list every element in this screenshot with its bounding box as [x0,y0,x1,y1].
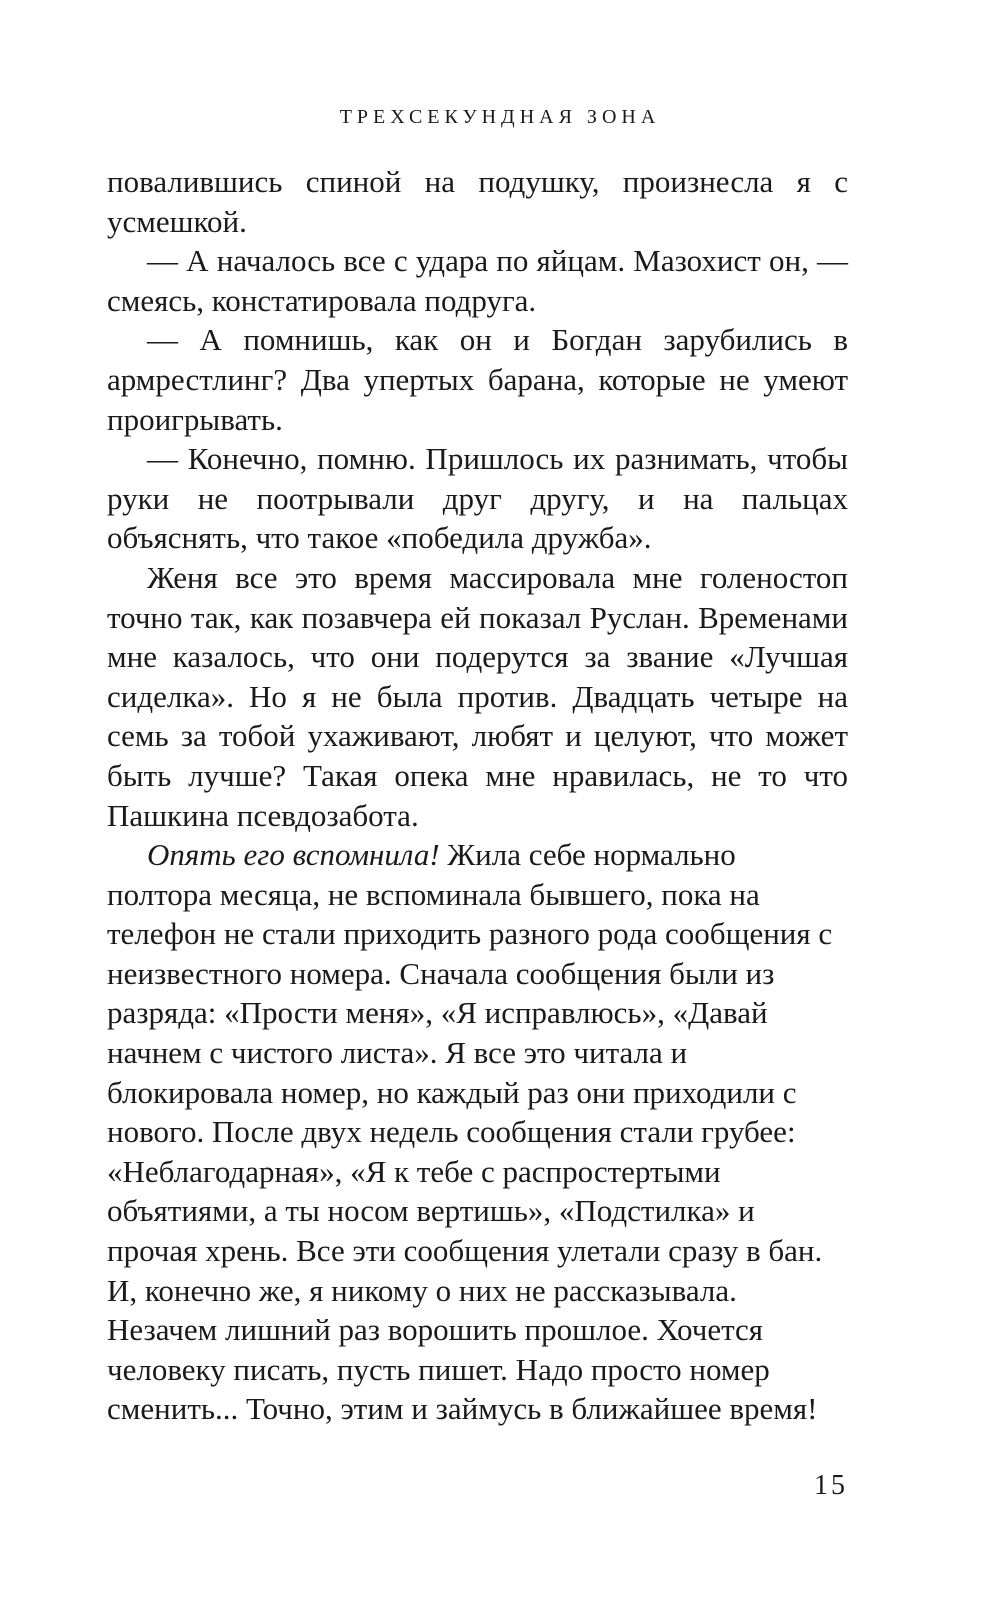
paragraph-dialogue-3: — Конечно, помню. Пришлось их разнимать, чтобы руки не поотрывали друг другу, и на пальцах объяснять, что такое «победила дружба». [107,441,848,556]
paragraph-narration-2-text: Жила себе нормально полтора месяца, не вспоминала бывшего, пока на телефон не стали приходить разного рода сообщения с неизвестного номера. Сначала сообщения были из разряда: «Прости меня», «Я исправлюсь», «Давай начнем с чистого листа». Я все это читала и блокировала номер, но каждый раз они приходили с нового. После двух недель сообщения стали грубее: «Неблагодарная», «Я к тебе с распростертыми объятиями, а ты носом вертишь», «Подстилка» и прочая хрень. Все эти сообщения улетали сразу в бан. И, конечно же, я никому о них не рассказывала. Незачем лишний раз ворошить прошлое. Хочется человеку писать, пусть пишет. Надо просто номер сменить... Точно, этим и займусь в ближайшее время! [107,837,833,1427]
paragraph-continued: повалившись спиной на подушку, произнесла я с усмешкой. [107,164,848,239]
paragraph-narration-1: Женя все это время массировала мне голеностоп точно так, как позавчера ей показал Руслан. Временами мне казалось, что они подерутся за звание «Лучшая сиделка». Но я не была против. Двадцать четыре на семь за тобой ухаживают, любят и целуют, что может быть лучше? Такая опека мне нравилась, не то что Пашкина псевдозабота. [107,559,848,833]
paragraph-narration-2 [107,835,848,1429]
running-header: ТРЕХСЕКУНДНАЯ ЗОНА [339,106,661,128]
body-text [107,162,848,1429]
paragraph-dialogue-1: — А началось все с удара по яйцам. Мазохист он, — смеясь, констатировала подруга. [107,243,848,318]
page-number: 15 [814,1470,848,1501]
italic-thought: Опять его вспомнила! [147,837,440,873]
paragraph-dialogue-2: — А помнишь, как он и Богдан зарубились в армрестлинг? Два упертых барана, которые не умеют проигрывать. [107,322,848,437]
